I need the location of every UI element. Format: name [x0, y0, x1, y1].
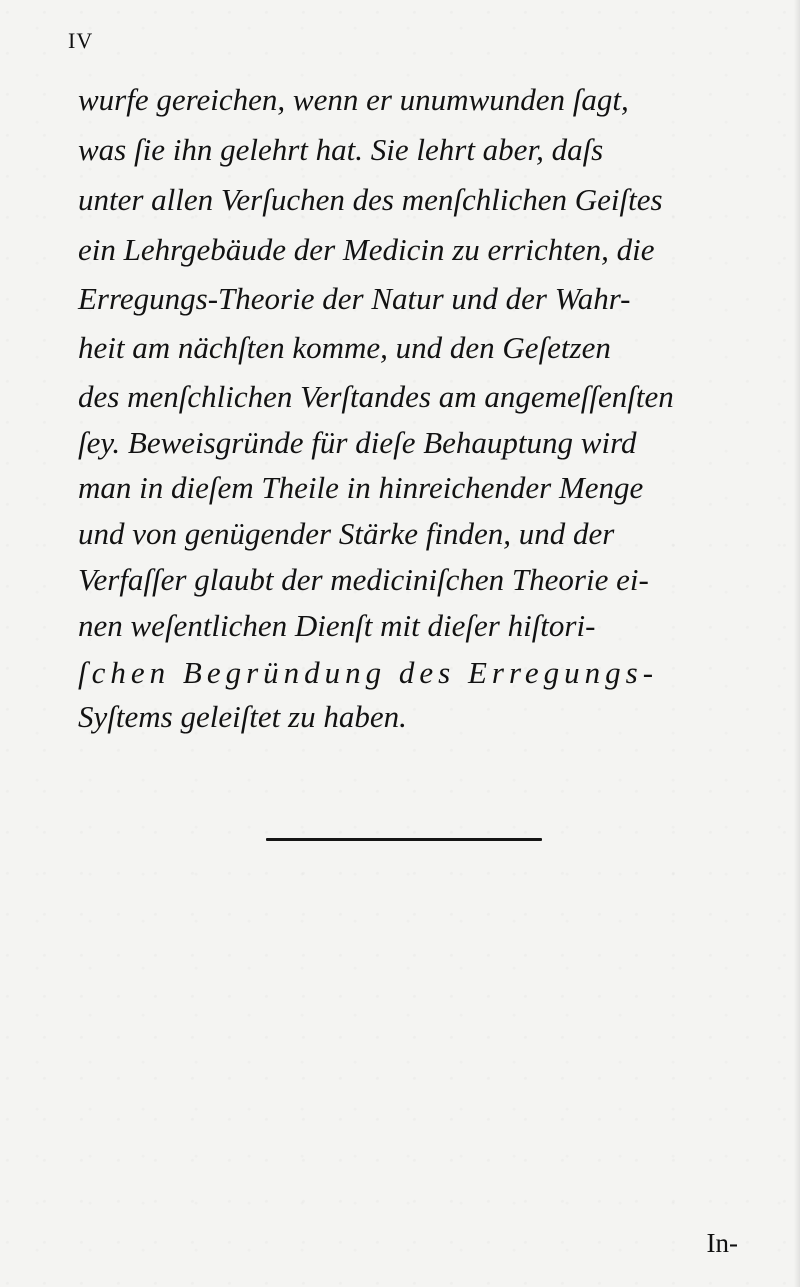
catchword: In- [706, 1228, 738, 1258]
text-line: wurfe gereichen, wenn er unumwunden ſagt, [78, 82, 629, 117]
page-number: IV [68, 28, 94, 53]
text-line: was ſie ihn gelehrt hat. Sie lehrt aber, daſs [78, 132, 604, 167]
text-line: ſchen Begründung des Erregungs- [78, 655, 659, 690]
text-line: ſey. Beweisgründe für dieſe Behauptung wird [78, 425, 637, 460]
text-line: heit am nächſten komme, und den Geſetzen [78, 330, 611, 365]
page-edge-shadow [794, 0, 800, 1287]
section-divider [266, 838, 542, 841]
text-line: nen weſentlichen Dienſt mit dieſer hiſtori- [78, 608, 596, 643]
text-line: des menſchlichen Verſtandes am angemeſſenſten [78, 379, 674, 414]
text-line: man in dieſem Theile in hinreichender Menge [78, 470, 644, 505]
text-line: Verfaſſer glaubt der mediciniſchen Theorie ei- [78, 562, 649, 597]
text-line: unter allen Verſuchen des menſchlichen Geiſtes [78, 182, 663, 217]
text-line: Syſtems geleiſtet zu haben. [78, 699, 407, 734]
text-line: ein Lehrgebäude der Medicin zu errichten, die [78, 232, 655, 267]
text-line: und von genügender Stärke finden, und der [78, 516, 615, 551]
text-line: Erregungs-Theorie der Natur und der Wahr- [78, 281, 631, 316]
